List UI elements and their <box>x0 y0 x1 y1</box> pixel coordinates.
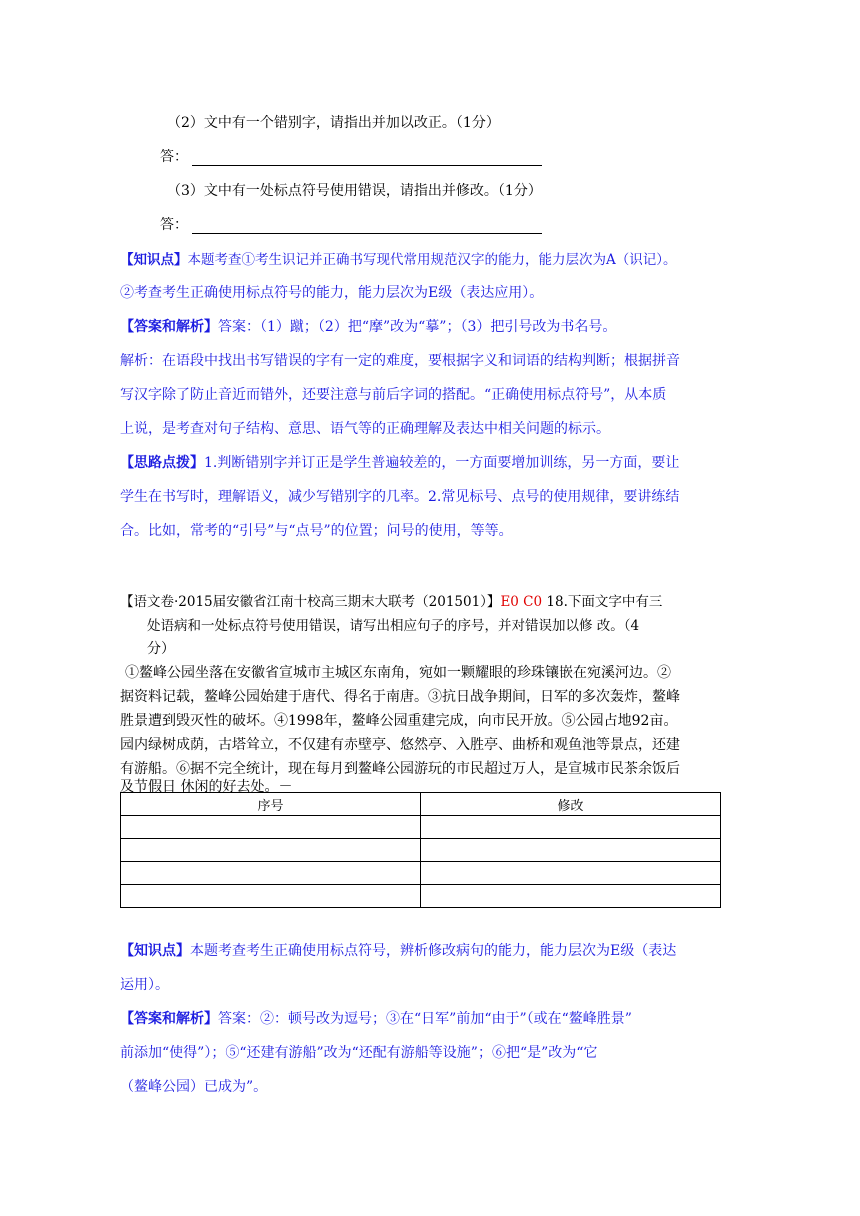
explanation-line-1 <box>120 350 680 370</box>
passage-line <box>120 686 680 706</box>
question-code: E0 C0 <box>500 594 543 610</box>
table-header-row <box>121 793 721 816</box>
table-row <box>121 862 721 885</box>
answer-table <box>120 792 721 908</box>
knowledge-point-text: ②考查考生正确使用标点符号的能力，能力层次为E级（表达应用）。 <box>120 285 544 301</box>
answer-analysis-1 <box>120 316 616 336</box>
question-stem: 分） <box>147 641 175 657</box>
thinking-tip-text: 1.判断错别字并订正是学生普遍较差的，一方面要增加训练，另一方面，要让 <box>204 455 680 471</box>
thinking-tip-text: 学生在书写时，理解语义，减少写错别字的几率。2.常见标号、点号的使用规律，要讲练结 <box>120 489 680 505</box>
knowledge-point-tag: 【知识点】 <box>120 252 188 268</box>
answer-analysis-2 <box>120 1008 632 1028</box>
explanation-line-3 <box>120 418 610 438</box>
question-stem: 处语病和一处标点符号使用错误，请写出相应句子的序号，并对错误加以修 改。（4 <box>147 618 640 634</box>
table-cell <box>121 862 421 885</box>
passage-line <box>120 734 680 754</box>
passage-text: 胜景遭到毁灭性的破坏。④1998年，鳌峰公园重建完成，向市民开放。⑤公园占地92亩。 <box>120 713 678 729</box>
answer-text: 答案：（1）蹴；（2）把“摩”改为“摹”；（3）把引号改为书名号。 <box>218 319 617 335</box>
question-18-stem-2 <box>147 614 639 634</box>
table-cell <box>421 839 721 862</box>
table-row <box>121 839 721 862</box>
passage-line <box>120 758 680 778</box>
table-cell <box>121 839 421 862</box>
answer-line-2b <box>120 1042 597 1062</box>
table-row <box>121 885 721 908</box>
table-row <box>121 816 721 839</box>
knowledge-point-text: 运用）。 <box>120 977 169 993</box>
passage-text: 园内绿树成荫，古塔耸立，不仅建有赤壁亭、悠然亭、入胜亭、曲桥和观鱼池等景点，还建 <box>120 737 680 753</box>
table-cell <box>121 816 421 839</box>
explanation-text: 写汉字除了防止音近而错外，还要注意与前后字词的搭配。“正确使用标点符号”，从本质 <box>120 387 667 403</box>
thinking-tip-1 <box>120 452 679 472</box>
answer-label: 答： <box>160 149 188 165</box>
passage-text: ①鳌峰公园坐落在安徽省宣城市主城区东南角，宛如一颗耀眼的珍珠镶嵌在宛溪河边。② <box>125 665 671 681</box>
thinking-tip-2 <box>120 486 679 506</box>
question-source: 【语文卷·2015届安徽省江南十校高三期末大联考（201501）】 <box>120 594 501 610</box>
thinking-tip-tag: 【思路点拨】 <box>120 455 204 471</box>
passage-text: 及节假日 休闲的好去处。－ <box>120 779 293 795</box>
answer-label: 答： <box>160 217 188 233</box>
table-cell <box>121 885 421 908</box>
answer-blank <box>192 219 542 234</box>
answer-line-3 <box>160 214 542 234</box>
question-stem: 18.下面文字中有三 <box>542 594 663 610</box>
answer-line-2 <box>160 146 542 166</box>
answer-line-2c <box>120 1076 267 1096</box>
question-18-stem-3 <box>147 638 175 658</box>
table-header-revision: 修改 <box>421 793 721 816</box>
explanation-line-2 <box>120 384 666 404</box>
question-2-text: （2）文中有一个错别字，请指出并加以改正。（1分） <box>167 115 500 131</box>
answer-analysis-tag: 【答案和解析】 <box>120 1011 218 1027</box>
passage-line <box>120 710 677 730</box>
passage-text: 有游船。⑥据不完全统计，现在每月到鳌峰公园游玩的市民超过万人，是宣城市民茶余饭后 <box>120 761 680 777</box>
question-2 <box>167 112 500 132</box>
knowledge-point-text: 本题考查考生正确使用标点符号，辨析修改病句的能力，能力层次为E级（表达 <box>190 943 677 959</box>
answer-text: （鳌峰公园）已成为”。 <box>120 1079 268 1095</box>
answer-text: 答案：②：顿号改为逗号；③在“日军”前加“由于”（或在“鳌峰胜景” <box>218 1011 632 1027</box>
table-cell <box>421 862 721 885</box>
explanation-text: 解析：在语段中找出书写错误的字有一定的难度，要根据字义和词语的结构判断；根据拼音 <box>120 353 680 369</box>
answer-blank <box>192 151 542 166</box>
passage-text: 据资料记载，鳌峰公园始建于唐代、得名于南唐。③抗日战争期间，日军的多次轰炸，鳌峰 <box>120 689 680 705</box>
passage-line <box>125 662 671 682</box>
knowledge-point-2-cont <box>120 974 169 994</box>
table-cell <box>421 885 721 908</box>
table-cell <box>421 816 721 839</box>
question-3 <box>167 180 542 200</box>
thinking-tip-text: 合。比如，常考的“引号”与“点号”的位置；问号的使用，等等。 <box>120 523 513 539</box>
answer-analysis-tag: 【答案和解析】 <box>120 319 218 335</box>
table-header-number: 序号 <box>121 793 421 816</box>
question-3-text: （3）文中有一处标点符号使用错误，请指出并修改。（1分） <box>167 183 542 199</box>
knowledge-point-2 <box>120 940 676 960</box>
knowledge-point-1 <box>120 248 677 268</box>
answer-text: 前添加“使得”）；⑤“还建有游船”改为“还配有游船等设施”；⑥把“是”改为“它 <box>120 1045 598 1061</box>
explanation-text: 上说，是考查对句子结构、意思、语气等的正确理解及表达中相关问题的标示。 <box>120 421 610 437</box>
knowledge-point-1-cont <box>120 282 543 302</box>
knowledge-point-tag: 【知识点】 <box>120 943 190 959</box>
question-18-header <box>120 590 662 610</box>
knowledge-point-text: 本题考查①考生识记并正确书写现代常用规范汉字的能力，能力层次为A（识记）。 <box>187 252 677 268</box>
thinking-tip-3 <box>120 520 513 540</box>
